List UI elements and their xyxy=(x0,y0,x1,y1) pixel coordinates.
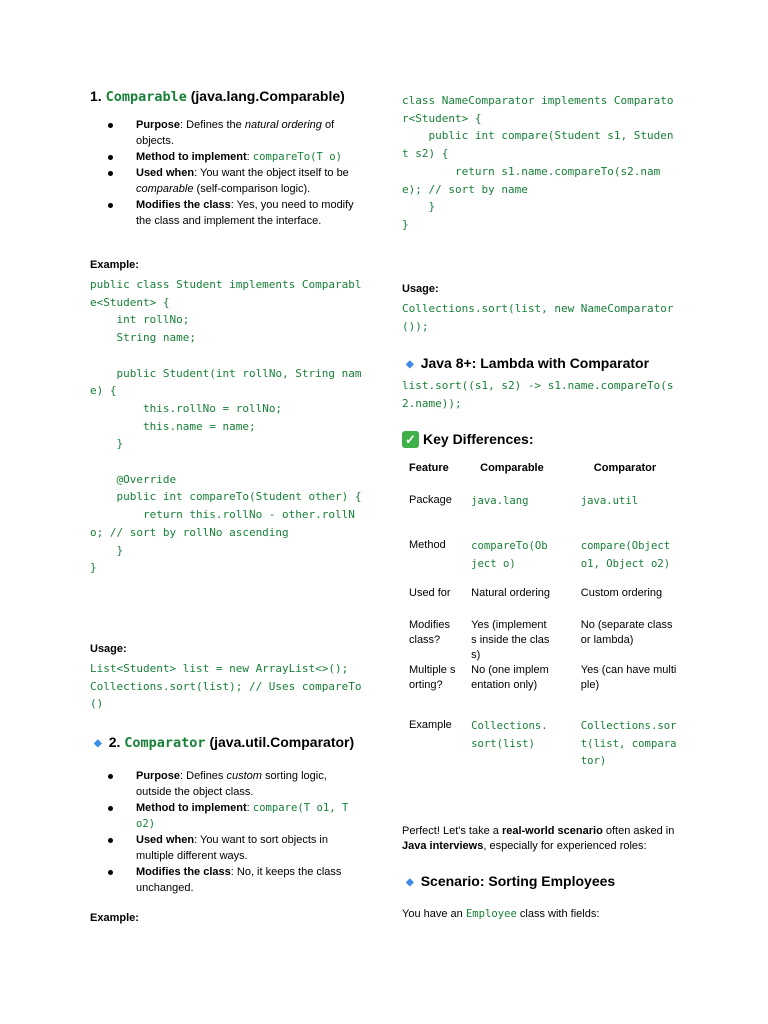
section-heading-comparable xyxy=(90,88,345,105)
table-cell xyxy=(462,538,570,586)
table-cell xyxy=(409,538,462,586)
table-row xyxy=(409,718,702,778)
section-title-rest: (java.lang.Comparable) xyxy=(190,88,345,104)
table-cell xyxy=(462,663,570,718)
section-title-rest: (java.util.Comparator) xyxy=(209,734,355,750)
bullet-modifies: Modifies the class: No, it keeps the class unchanged. xyxy=(110,864,365,896)
table-row xyxy=(409,586,702,618)
table-cell-text: Used for xyxy=(409,587,451,599)
table-cell-text: Custom ordering xyxy=(580,587,663,599)
table-cell-text: Modifies class? xyxy=(409,619,450,646)
bullet-used-when: Used when: You want the object itself to be comparable (self-comparison logic). xyxy=(110,165,365,197)
bullet-purpose: Purpose: Defines the natural ordering of objects. xyxy=(110,117,365,149)
table-cell-text: Package xyxy=(409,494,452,506)
section-heading-key-differences: ✓ Key Differences: xyxy=(402,431,534,448)
table-cell-text: Natural ordering xyxy=(471,587,551,599)
table-cell xyxy=(462,718,570,778)
usage-code-block: List<Student> list = new ArrayList<>(); Collections.sort(list); // Uses compareTo() xyxy=(90,662,362,711)
table-cell-text: Yes (can have multiple) xyxy=(580,664,677,691)
table-cell xyxy=(409,718,462,778)
usage-label: Usage: xyxy=(402,283,439,295)
table-cell xyxy=(409,618,462,663)
comparable-bullets xyxy=(110,117,365,229)
table-cell xyxy=(570,663,702,718)
table-header: Comparator xyxy=(593,462,657,474)
diamond-icon: ◆ xyxy=(406,877,414,888)
table-header-row xyxy=(409,461,702,493)
table-cell-text: Collections.sort(list, comparator) xyxy=(580,720,677,768)
section-code: Comparator xyxy=(124,735,206,751)
example-label: Example: xyxy=(90,259,139,271)
table-cell-text: Collections.sort(list) xyxy=(471,720,548,750)
table-cell-text: java.lang xyxy=(471,495,529,507)
section-heading-scenario: ◆ Scenario: Sorting Employees xyxy=(406,873,616,889)
table-cell xyxy=(462,493,570,538)
comparator-code-block: class NameComparator implements Comparator<Student> { public int compare(Student s1, Student s2) { return s1.name.compareTo(s2.name); // sort by name } } xyxy=(402,94,674,231)
table-cell xyxy=(409,586,462,618)
table-cell xyxy=(409,493,462,538)
bullet-method: Method to implement: compareTo(T o) xyxy=(110,149,365,165)
section-code: Comparable xyxy=(105,89,187,105)
table-cell xyxy=(462,618,570,663)
table-cell-text: No (separate class or lambda) xyxy=(580,619,673,646)
table-cell xyxy=(462,586,570,618)
intro-paragraph: Perfect! Let's take a real-world scenario often asked in Java interviews, especially for experienced roles: xyxy=(402,825,675,852)
bullet-modifies: Modifies the class: Yes, you need to modify the class and implement the interface. xyxy=(110,197,365,229)
table-header: Feature xyxy=(409,462,449,474)
table-cell-text: Method xyxy=(409,539,446,551)
table-cell-text: No (one implementation only) xyxy=(471,664,549,691)
diamond-icon: ◆ xyxy=(406,359,414,370)
table-cell-text: Multiple sorting? xyxy=(409,664,456,691)
example-label: Example: xyxy=(90,912,139,924)
section-number: 1. xyxy=(90,88,102,104)
usage-code-block: Collections.sort(list, new NameComparator()); xyxy=(402,302,674,333)
section-heading-comparator xyxy=(94,734,354,751)
bullet-purpose: Purpose: Defines custom sorting logic, outside the object class. xyxy=(110,768,365,800)
bullet-used-when: Used when: You want to sort objects in multiple different ways. xyxy=(110,832,365,864)
table-row xyxy=(409,493,702,538)
section-heading-java8: ◆ Java 8+: Lambda with Comparator xyxy=(406,355,650,371)
bullet-method: Method to implement: compare(T o1, T o2) xyxy=(110,800,365,832)
diamond-icon: ◆ xyxy=(94,738,102,749)
usage-label: Usage: xyxy=(90,643,127,655)
table-cell-text: java.util xyxy=(580,495,639,507)
example-code-block: public class Student implements Comparable<Student> { int rollNo; String name; public Student(int rollNo, String name) { this.rollNo = rollNo; this.name = name; } @Override public int compareTo(Student other) { return this.rollNo - other.rollNo; // sort by rollNo ascending } } xyxy=(90,278,362,575)
table-cell xyxy=(409,663,462,718)
section-number: 2. xyxy=(108,734,121,750)
table-cell-text: compare(Object o1, Object o2) xyxy=(580,540,671,570)
check-mark-icon: ✓ xyxy=(402,431,419,448)
comparator-bullets xyxy=(110,768,365,896)
table-cell xyxy=(570,538,702,586)
table-cell xyxy=(570,493,702,538)
table-cell-text: Example xyxy=(409,719,452,731)
table-row xyxy=(409,538,702,586)
lambda-code-block: list.sort((s1, s2) -> s1.name.compareTo(s2.name)); xyxy=(402,379,674,410)
table-header: Comparable xyxy=(480,462,544,474)
table-cell-text: Yes (implements inside the class) xyxy=(471,619,550,661)
table-cell xyxy=(570,718,702,778)
table-cell xyxy=(570,586,702,618)
table-row xyxy=(409,618,702,663)
table-cell xyxy=(570,618,702,663)
table-cell-text: compareTo(Object o) xyxy=(471,540,548,570)
key-differences-table xyxy=(409,461,702,778)
table-row xyxy=(409,663,702,718)
fields-paragraph: You have an Employee class with fields: xyxy=(402,908,600,920)
